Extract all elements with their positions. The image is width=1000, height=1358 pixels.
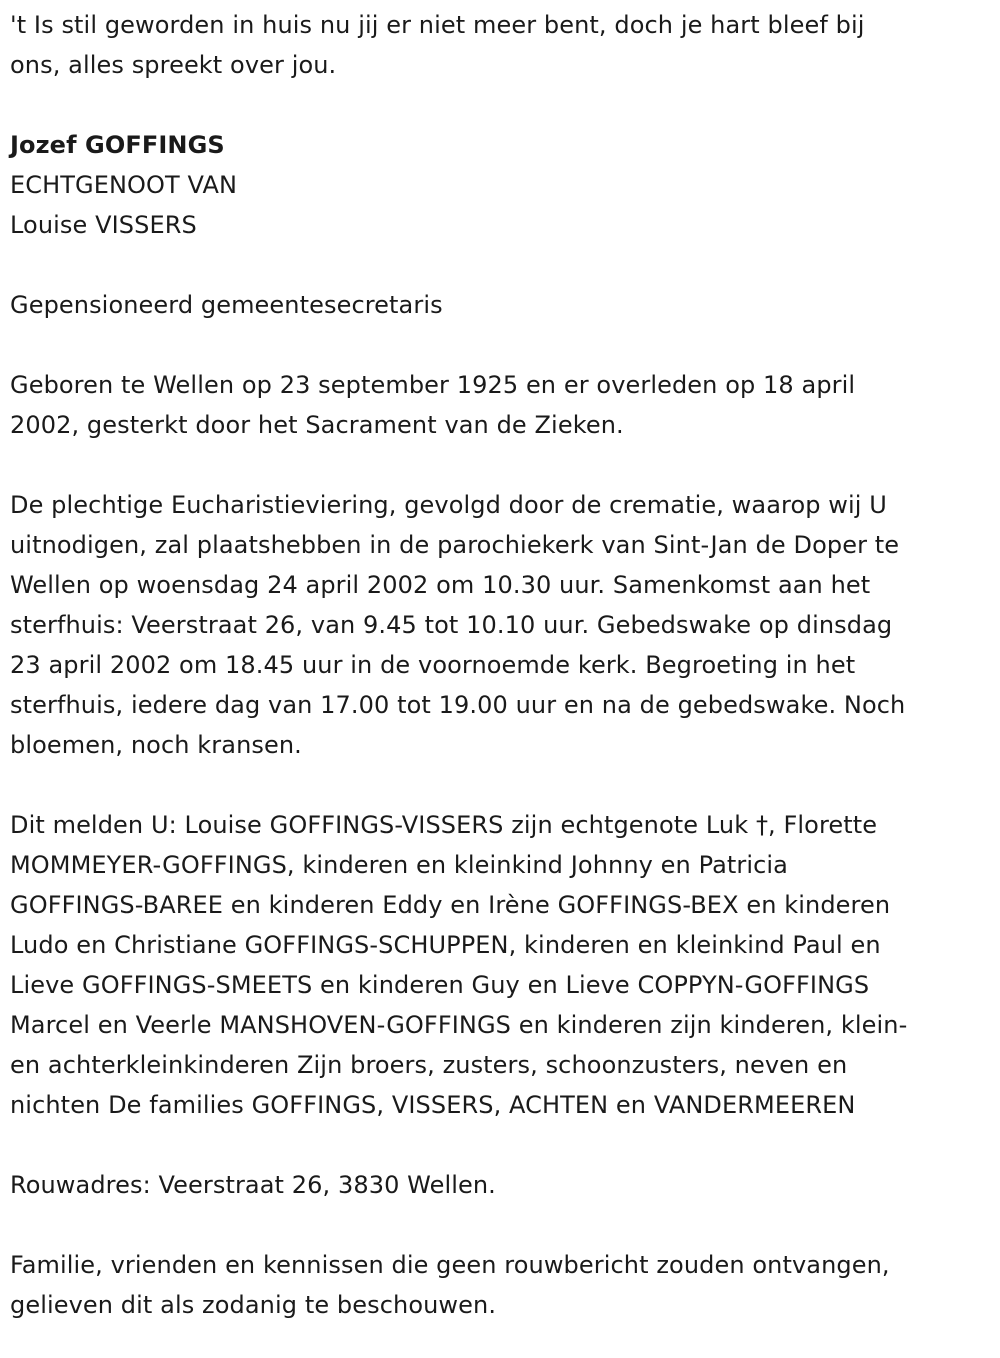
occupation: Gepensioneerd gemeentesecretaris [10,291,443,319]
spacer [10,85,1000,125]
spacer [10,445,1000,485]
family-paragraph: Dit melden U: Louise GOFFINGS-VISSERS zijn echtgenote Luk †, Florette MOMMEYER-GOFFINGS, kinderen en kleinkind Johnny en Patricia GOFFINGS-BAREE en kinderen Eddy en Irène GOFFINGS-BEX en kinderen Ludo en Christiane GOFFINGS-SCHUPPEN, kinderen en kleinkind Paul en Lieve GOFFINGS-SMEETS en kinderen Guy en Lieve COPPYN-GOFFINGS Marcel en Veerle MANSHOVEN-GOFFINGS en kinderen zijn kinderen, klein- en achterkleinkinderen Zijn broers, zusters, schoonzusters, neven en nichten De families GOFFINGS, VISSERS, ACHTEN en VANDERMEEREN [10,811,908,1119]
spacer [10,1125,1000,1165]
mourning-address: Rouwadres: Veerstraat 26, 3830 Wellen. [10,1171,496,1199]
closing-paragraph: Familie, vrienden en kennissen die geen rouwbericht zouden ontvangen, gelieven dit als zodanig te beschouwen. [10,1251,890,1319]
spouse-name: Louise VISSERS [10,211,197,239]
ceremony-paragraph: De plechtige Eucharistieviering, gevolgd door de crematie, waarop wij U uitnodigen, zal plaatshebben in de parochiekerk van Sint-Jan de Doper te Wellen op woensdag 24 april 2002 om 10.30 uur. Samenkomst aan het sterfhuis: Veerstraat 26, van 9.45 tot 10.10 uur. Gebedswake op dinsdag 23 april 2002 om 18.45 uur in de voornoemde kerk. Begroeting in het sterfhuis, iedere dag van 17.00 tot 19.00 uur en na de gebedswake. Noch bloemen, noch kransen. [10,491,906,759]
spacer [10,765,1000,805]
birth-death-paragraph: Geboren te Wellen op 23 september 1925 en er overleden op 18 april 2002, gesterkt door het Sacrament van de Zieken. [10,371,856,439]
spacer [10,325,1000,365]
spacer [10,1205,1000,1245]
deceased-name: Jozef GOFFINGS [10,131,225,159]
spacer [10,245,1000,285]
opening-quote: 't Is stil geworden in huis nu jij er niet meer bent, doch je hart bleef bij ons, alles spreekt over jou. [10,11,865,79]
relation-label: ECHTGENOOT VAN [10,171,238,199]
